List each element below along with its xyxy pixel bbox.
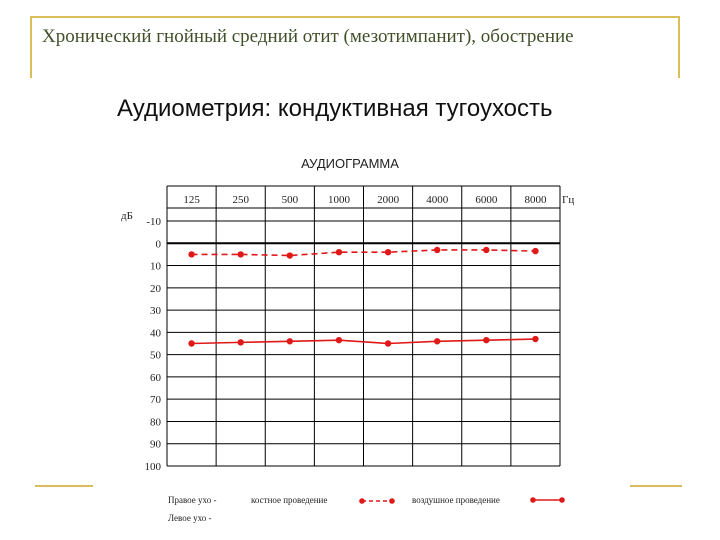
legend-air-label: воздушное проведение [412, 495, 500, 505]
air-conduction-point [336, 337, 342, 343]
legend-air-marker [559, 497, 565, 503]
x-tick-label: 125 [183, 194, 200, 206]
air-conduction-point [287, 338, 293, 344]
y-tick-label: 10 [150, 260, 161, 273]
bone-conduction-point [287, 252, 293, 258]
bone-conduction-point [336, 249, 342, 255]
x-tick-label: 4000 [426, 194, 449, 206]
y-tick-label: 100 [144, 461, 161, 473]
legend-air-marker [530, 497, 536, 503]
bone-conduction-point [532, 248, 538, 254]
bone-conduction-point [483, 247, 489, 253]
air-conduction-point [434, 338, 440, 344]
legend-left-ear: Левое ухо - [168, 513, 212, 523]
legend-bone-label: костное проведение [251, 495, 328, 505]
x-tick-labels [183, 194, 547, 206]
y-tick-label: 30 [150, 305, 161, 318]
y-unit-label: дБ [121, 210, 133, 222]
slide-title: Хронический гнойный средний отит (мезотимпанит), обострение [42, 26, 574, 47]
y-tick-label: 70 [150, 394, 161, 407]
y-tick-label: 0 [155, 238, 161, 251]
slide-subtitle: Аудиометрия: кондуктивная тугоухость [117, 95, 553, 122]
x-tick-label: 1000 [327, 194, 350, 206]
y-tick-label: -10 [146, 216, 161, 228]
x-tick-label: 6000 [475, 194, 498, 206]
bone-conduction-point [434, 247, 440, 253]
x-tick-label: 2000 [377, 194, 400, 206]
x-unit-label: Гц [562, 194, 575, 206]
bone-conduction-point [385, 249, 391, 255]
y-tick-label: 80 [150, 416, 161, 429]
air-conduction-point [188, 340, 194, 346]
legend-right-ear: Правое ухо - [168, 495, 217, 505]
y-tick-label: 40 [150, 327, 161, 340]
x-tick-label: 8000 [524, 194, 547, 206]
legend-bone-marker [359, 498, 365, 504]
air-conduction-point [385, 340, 391, 346]
x-tick-label: 500 [281, 194, 299, 206]
y-tick-labels [145, 216, 162, 473]
air-conduction-point [532, 336, 538, 342]
legend-bone-marker [389, 498, 395, 504]
y-tick-label: 20 [150, 282, 161, 295]
chart-title: АУДИОГРАММА [301, 156, 399, 171]
bone-conduction-point [237, 251, 243, 257]
y-tick-label: 90 [150, 438, 161, 451]
air-conduction-point [483, 337, 489, 343]
chart-grid [167, 186, 560, 466]
bone-conduction-point [188, 251, 194, 257]
y-tick-label: 60 [150, 371, 161, 384]
chart-legend [168, 495, 565, 523]
x-tick-label: 250 [232, 194, 249, 206]
y-tick-label: 50 [150, 349, 161, 362]
air-conduction-point [237, 339, 243, 345]
